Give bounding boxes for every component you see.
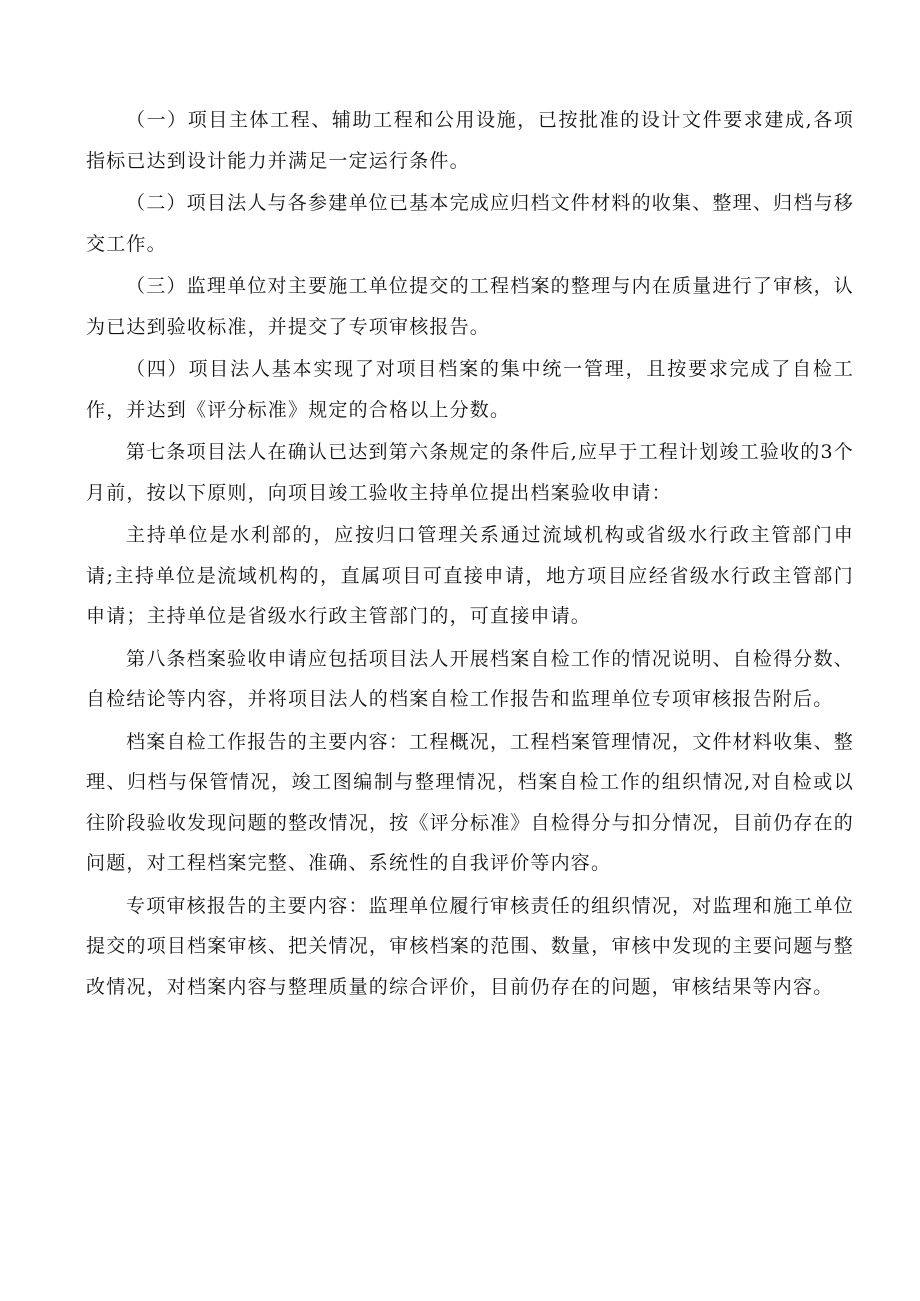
document-body [86,100,854,1009]
article-7-paragraph: 第七条项目法人在确认已达到第六条规定的条件后,应早于工程计划竣工验收的3个月前，按以下原则，向项目竣工验收主持单位提出档案验收申请： [86,441,854,504]
paragraph-item-2: （二）项目法人与各参建单位已基本完成应归档文件材料的收集、整理、归档与移交工作。 [86,192,854,255]
self-check-report-paragraph: 档案自检工作报告的主要内容：工程概况，工程档案管理情况，文件材料收集、整理、归档与保管情况，竣工图编制与整理情况，档案自检工作的组织情况,对自检或以往阶段验收发现问题的整改情况，按《评分标准》自检得分与扣分情况，目前仍存在的问题，对工程档案完整、准确、系统性的自我评价等内容。 [86,730,854,874]
special-review-report-paragraph: 专项审核报告的主要内容：监理单位履行审核责任的组织情况，对监理和施工单位提交的项目档案审核、把关情况，审核档案的范围、数量，审核中发现的主要问题与整改情况，对档案内容与整理质量的综合评价，目前仍存在的问题，审核结果等内容。 [86,894,854,998]
article-8-paragraph: 第八条档案验收申请应包括项目法人开展档案自检工作的情况说明、自检得分数、自检结论等内容，并将项目法人的档案自检工作报告和监理单位专项审核报告附后。 [86,647,854,710]
paragraph-item-4: （四）项目法人基本实现了对项目档案的集中统一管理，且按要求完成了自检工作，并达到《评分标准》规定的合格以上分数。 [86,358,854,421]
paragraph-item-1: （一）项目主体工程、辅助工程和公用设施，已按批准的设计文件要求建成,各项指标已达到设计能力并满足一定运行条件。 [86,109,854,172]
application-routing-paragraph: 主持单位是水利部的，应按归口管理关系通过流域机构或省级水行政主管部门申请;主持单位是流域机构的，直属项目可直接申请，地方项目应经省级水行政主管部门申请；主持单位是省级水行政主管部门的，可直接申请。 [86,524,854,627]
paragraph-item-3: （三）监理单位对主要施工单位提交的工程档案的整理与内在质量进行了审核，认为已达到验收标准，并提交了专项审核报告。 [86,275,854,338]
